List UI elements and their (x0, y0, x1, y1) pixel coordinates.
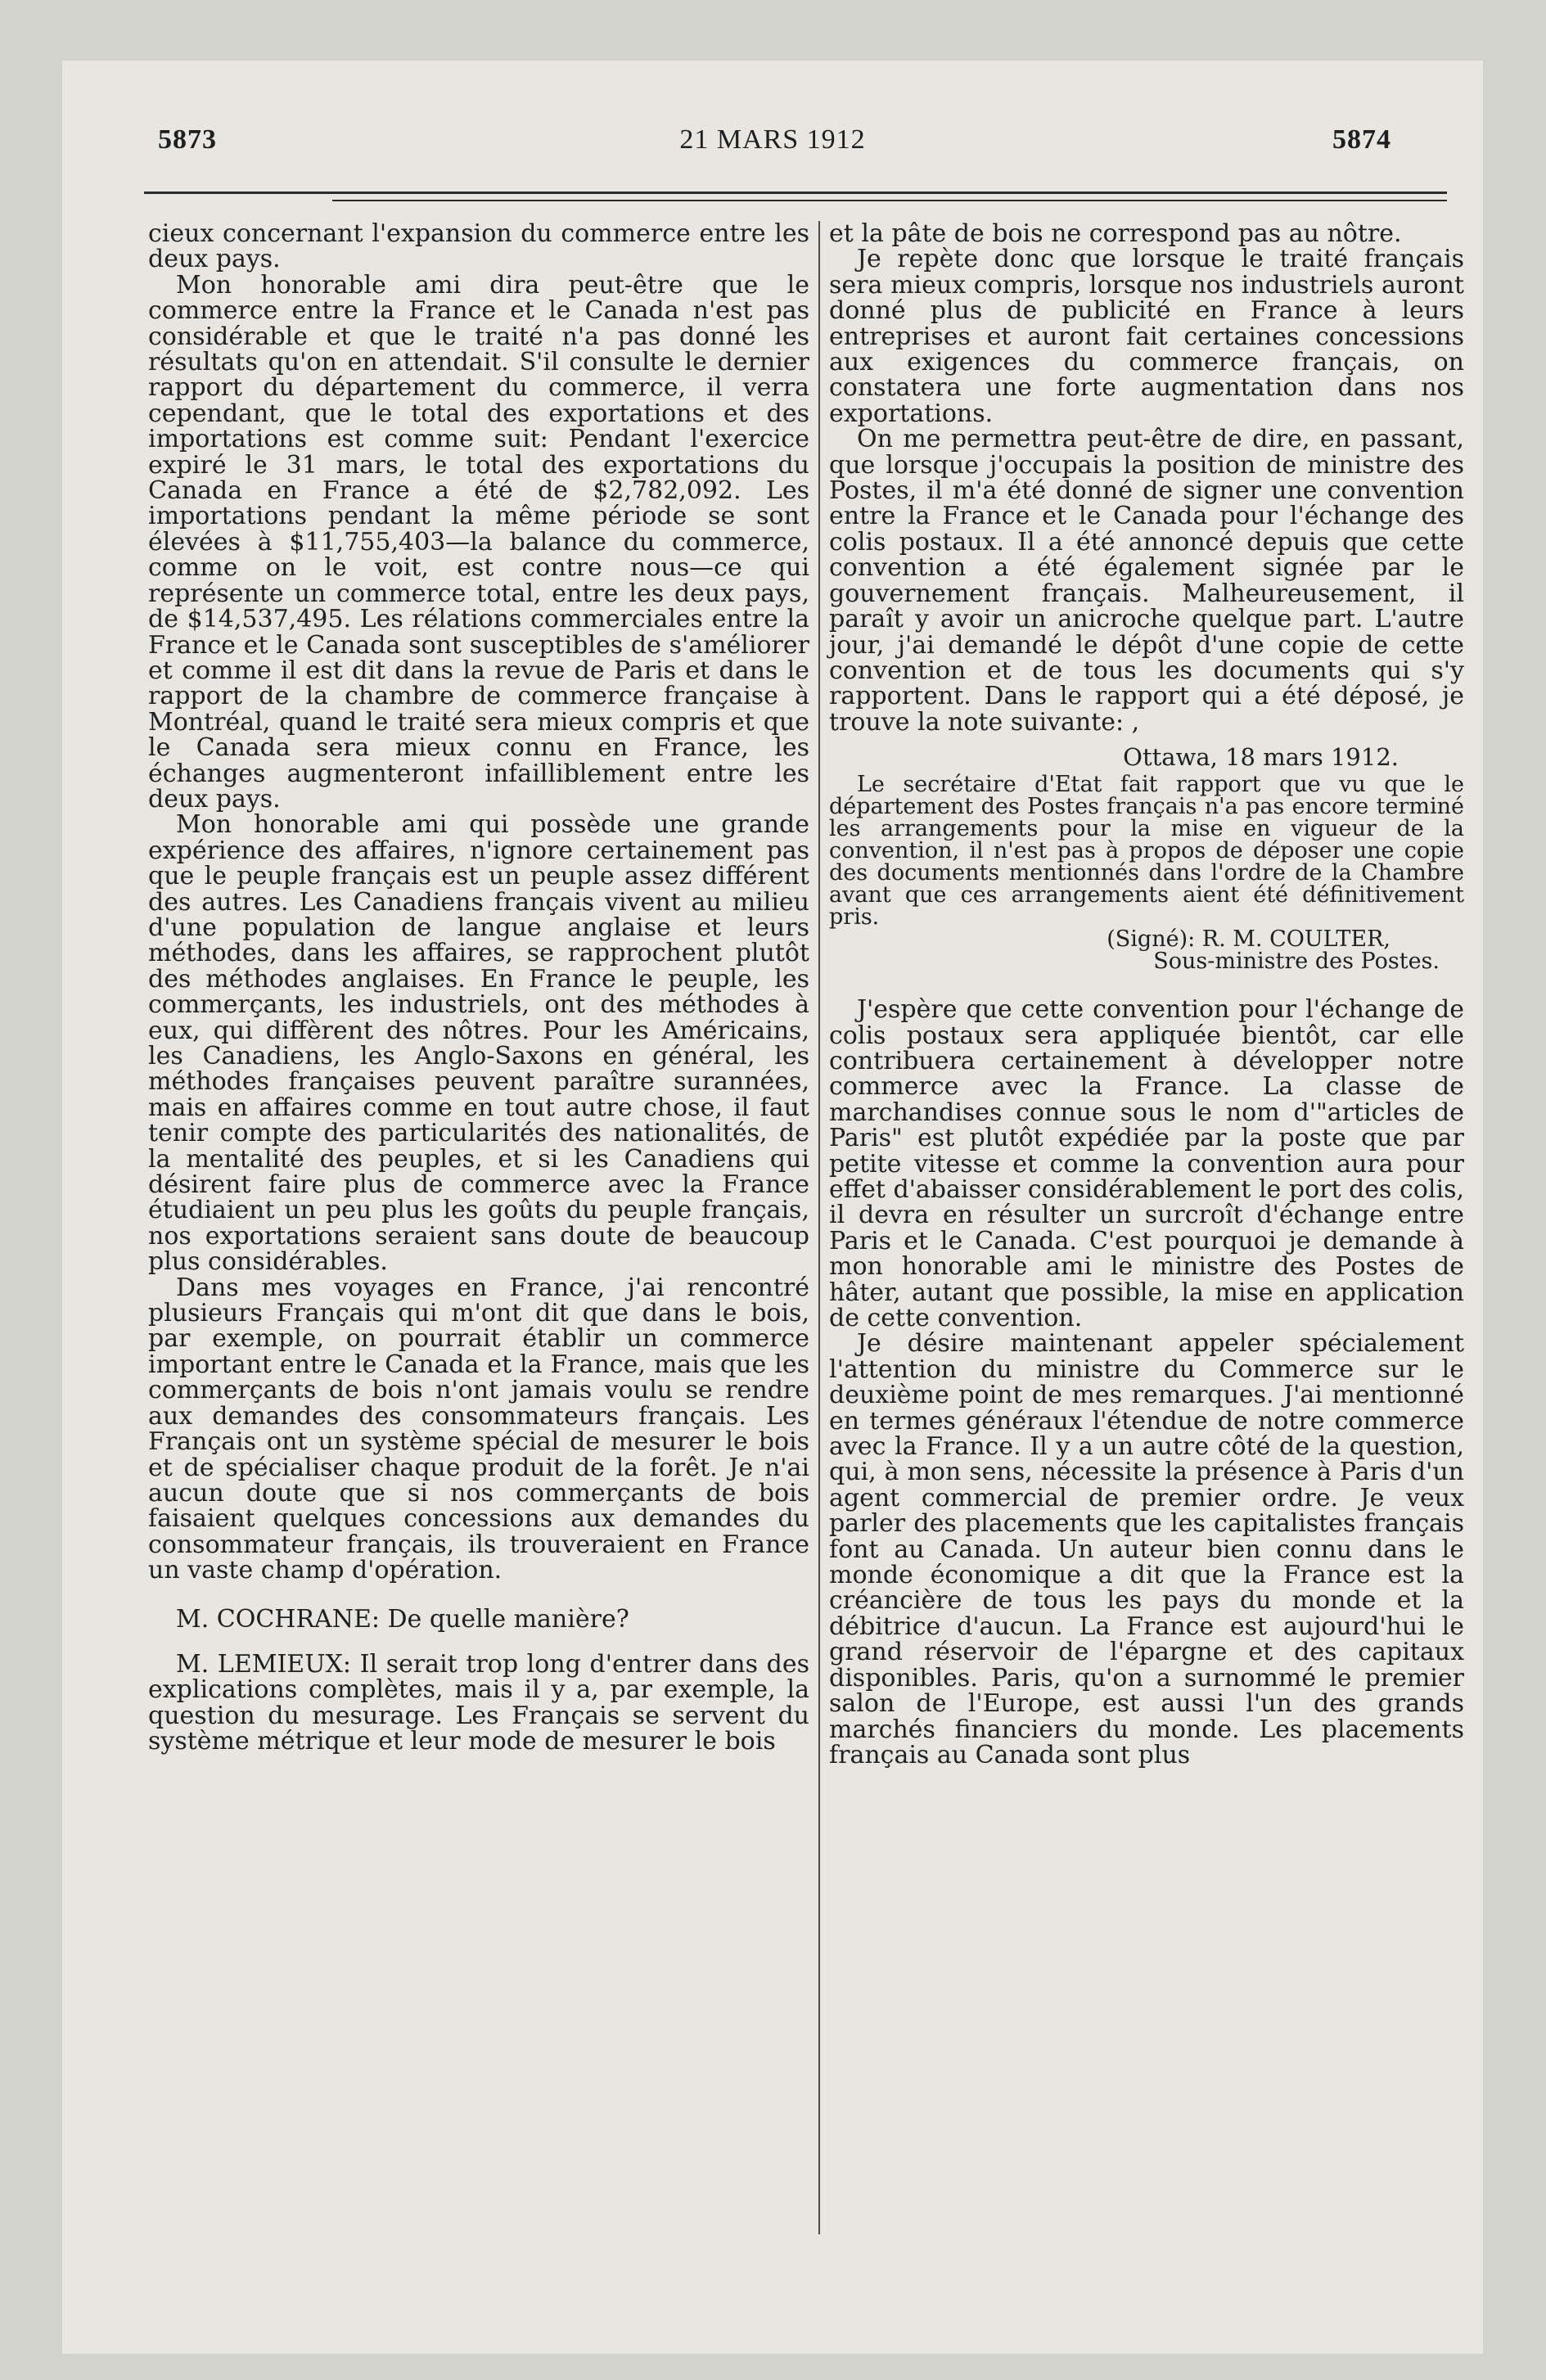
paragraph: Dans mes voyages en France, j'ai rencontré plusieurs Français qui m'ont dit que dans le bois, par exemple, on pourrait établir un commerce important entre le Canada et la France, mais que les commerçants de bois n'ont jamais voulu se rendre aux demandes des consommateurs français. Les Français ont un système spécial de mesurer le bois et de spécialiser chaque produit de la forêt. Je n'ai aucun doute que si nos commerçants de bois faisaient quelques concessions aux demandes du consommateur français, ils trouveraient en France un vaste champ d'opération. (148, 1273, 809, 1585)
paragraph: On me permettra peut-être de dire, en passant, que lorsque j'occupais la position de ministre des Postes, il m'a été donné de signer une convention entre la France et le Canada pour l'échange des colis postaux. Il a été annoncé depuis que cette convention a été également signée par le gouvernement français. Malheureusement, il paraît y avoir un anicroche quelque part. L'autre jour, j'ai demandé le dépôt d'une copie de cette convention et de tous les documents qui s'y rapportent. Dans le rapport qui a été déposé, je trouve la note suivante: , (829, 425, 1464, 737)
speaker-cochrane: M. COCHRANE: De quelle manière? (176, 1604, 629, 1634)
paragraph: cieux concernant l'expansion du commerce entre les deux pays. (148, 219, 809, 274)
page (62, 61, 1483, 2354)
quoted-note (829, 743, 1464, 975)
note-body: Le secrétaire d'Etat fait rapport que vu que le département des Postes français n'a pas encore terminé les arrangements pour la mise en vigueur de la convention, il n'est pas à propos de déposer une copie des documents mentionnés dans l'ordre de la Chambre avant que ces arrangements aient été définitivement pris. (829, 772, 1464, 931)
paragraph: J'espère que cette convention pour l'échange de colis postaux sera appliquée bientôt, car elle contribuera certainement à développer notre commerce avec la France. La classe de marchandises connue sous le nom d'"articles de Paris" est plutôt expédiée par la poste que par petite vitesse et comme la convention aura pour effet d'abaisser considérablement le port des colis, il devra en résulter un surcroît d'échange entre Paris et le Canada. C'est pourquoi je demande à mon honorable ami le ministre des Postes de hâter, autant que possible, la mise en application de cette convention. (829, 995, 1464, 1332)
paragraph: Je désire maintenant appeler spécialement l'attention du ministre du Commerce sur le deuxième point de mes remarques. J'ai mentionné en termes généraux l'étendue de notre commerce avec la France. Il y a un autre côté de la question, qui, à mon sens, nécessite la présence à Paris d'un agent commercial de premier ordre. Je veux parler des placements que les capitalistes français font au Canada. Un auteur bien connu dans le monde économique a dit que la France est la créancière de tous les pays du monde et la débitrice d'aucun. La France est aujourd'hui le grand réservoir de l'épargne et des capitaux disponibles. Paris, qu'on a surnommé le premier salon de l'Europe, est aussi l'un des grands marchés financiers du monde. Les placements français au Canada sont plus (829, 1329, 1464, 1769)
right-column (829, 221, 1464, 1768)
note-signature: (Signé): R. M. COULTER, (1107, 926, 1390, 953)
speaker-lemieux: M. LEMIEUX: Il serait trop long d'entrer dans des explications complètes, mais il y a, par exemple, la question du mesurage. Les Français se servent du système métrique et leur mode de mesurer le bois (148, 1649, 809, 1756)
header-date: 21 MARS 1912 (679, 124, 866, 155)
note-date: Ottawa, 18 mars 1912. (1123, 743, 1399, 772)
paragraph: Je repète donc que lorsque le traité français sera mieux compris, lorsque nos industriels auront donné plus de publicité en France à leurs entreprises et auront fait certaines concessions aux exigences du commerce français, on constatera une forte augmentation dans nos exportations. (829, 245, 1464, 428)
page-number-left: 5873 (158, 124, 217, 155)
column-divider (818, 221, 820, 2234)
paragraph: Mon honorable ami dira peut-être que le commerce entre la France et le Canada n'est pas considérable et que le traité n'a pas donné les résultats qu'on en attendait. S'il consulte le dernier rapport du département du commerce, il verra cependant, que le total des exportations et des importations est comme suit: Pendant l'exercice expiré le 31 mars, le total des exportations du Canada en France a été de $2,782,092. Les importations pendant la même période se sont élevées à $11,755,403—la balance du commerce, comme on le voit, est contre nous—ce qui représente un commerce total, entre les deux pays, de $14,537,495. Les rélations commerciales entre la France et le Canada sont susceptibles de s'améliorer et comme il est dit dans la revue de Paris et dans le rapport de la chambre de commerce française à Montréal, quand le traité sera mieux compris et que le Canada sera mieux connu en France, les échanges augmenteront infailliblement entre les deux pays. (148, 270, 809, 814)
paragraph: Mon honorable ami qui possède une grande expérience des affaires, n'ignore certainement pas que le peuple français est un peuple assez différent des autres. Les Canadiens français vivent au milieu d'une population de langue anglaise et leurs méthodes, dans les affaires, se rapprochent plutôt des méthodes anglaises. En France le peuple, les commerçants, les industriels, ont des méthodes à eux, qui diffèrent des nôtres. Pour les Américains, les Canadiens, les Anglo-Saxons en général, les méthodes françaises peuvent paraître surannées, mais en affaires comme en tout autre chose, il faut tenir compte des particularités des nationalités, de la mentalité des peuples, et si les Canadiens qui désirent faire plus de commerce avec la France étudiaient un peu plus les goûts du peuple français, nos exportations seraient sans doute de beaucoup plus considérables. (148, 810, 809, 1277)
header-rule (144, 192, 1447, 194)
page-header (62, 124, 1483, 174)
paragraph: et la pâte de bois ne correspond pas au nôtre. (829, 219, 1402, 248)
note-signatory-title: Sous-ministre des Postes. (1153, 949, 1440, 975)
header-rule-secondary (332, 200, 1447, 201)
page-number-right: 5874 (1332, 124, 1391, 155)
left-column (148, 221, 809, 1755)
